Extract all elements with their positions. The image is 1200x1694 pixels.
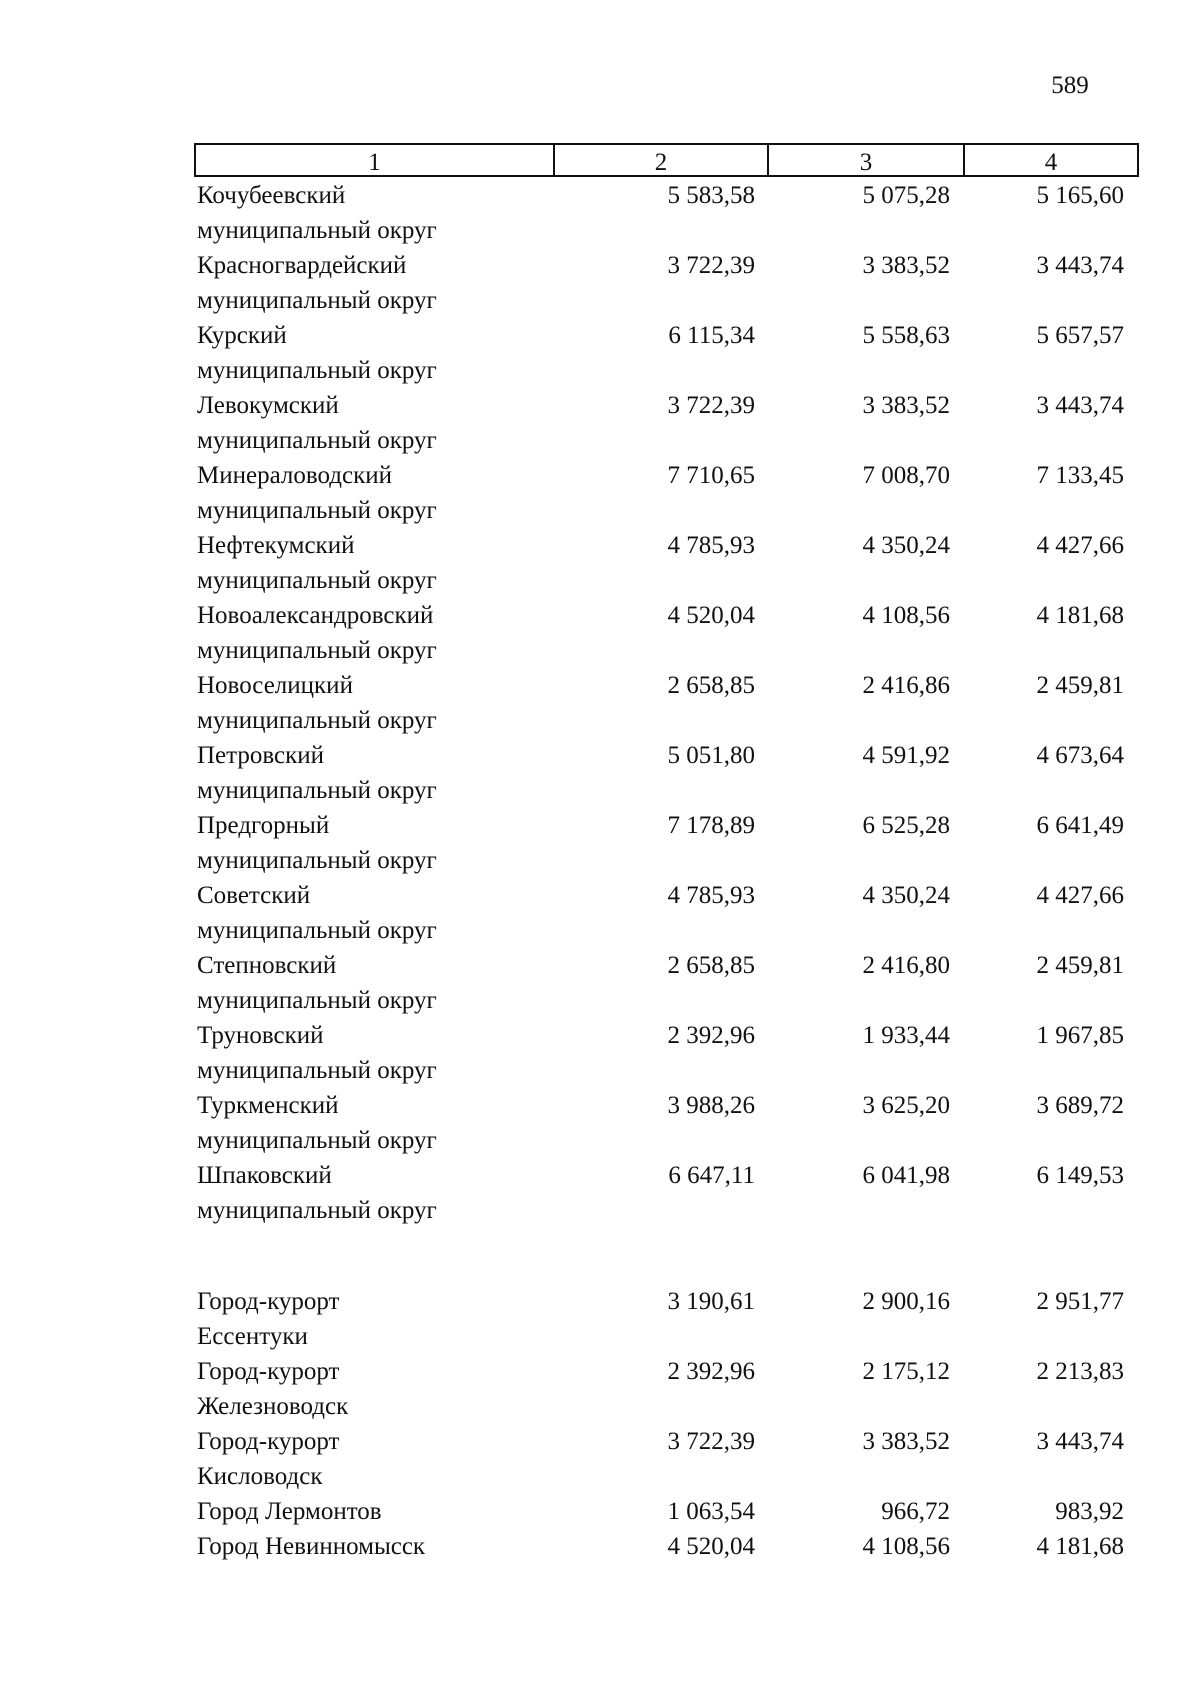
value-col-3: 4 350,24	[862, 532, 950, 559]
value-col-2: 3 722,39	[667, 392, 755, 419]
value-col-2: 4 520,04	[667, 602, 755, 629]
value-col-4: 6 149,53	[1036, 1162, 1124, 1189]
table-row	[0, 738, 1200, 808]
table-row	[0, 668, 1200, 738]
table-body	[0, 178, 1200, 1564]
value-col-3: 2 175,12	[862, 1358, 950, 1385]
municipality-name	[197, 528, 577, 598]
value-col-4: 3 689,72	[1036, 1092, 1124, 1119]
table-row	[0, 1018, 1200, 1088]
name-line-1: Кочубеевский	[197, 182, 346, 209]
municipality-name	[197, 1529, 577, 1564]
value-col-4: 3 443,74	[1036, 1428, 1124, 1455]
municipality-name	[197, 458, 577, 528]
value-col-4: 3 443,74	[1036, 392, 1124, 419]
value-col-3: 4 350,24	[862, 882, 950, 909]
municipality-name	[197, 178, 577, 248]
table-row	[0, 388, 1200, 458]
value-col-4: 5 165,60	[1036, 182, 1124, 209]
table-row	[0, 1088, 1200, 1158]
value-col-4: 4 427,66	[1036, 532, 1124, 559]
name-line-2: муниципальный округ	[197, 357, 437, 384]
municipality-name	[197, 248, 577, 318]
table-row	[0, 528, 1200, 598]
value-col-3: 2 416,80	[862, 952, 950, 979]
value-col-2: 2 658,85	[667, 672, 755, 699]
municipality-name	[197, 388, 577, 458]
table-row	[0, 1158, 1200, 1228]
value-col-2: 1 063,54	[667, 1498, 755, 1525]
table-row	[0, 878, 1200, 948]
value-col-4: 5 657,57	[1036, 322, 1124, 349]
table-row	[0, 1284, 1200, 1354]
municipality-name	[197, 598, 577, 668]
column-header-2: 2	[553, 145, 767, 175]
name-line-2: муниципальный округ	[197, 1197, 437, 1224]
municipality-name	[197, 1424, 577, 1494]
value-col-3: 6 041,98	[862, 1162, 950, 1189]
municipality-name	[197, 948, 577, 1018]
name-line-1: Город Невинномысск	[197, 1533, 426, 1560]
value-col-3: 6 525,28	[862, 812, 950, 839]
municipality-name	[197, 1284, 577, 1354]
value-col-4: 3 443,74	[1036, 252, 1124, 279]
name-line-1: Новоселицкий	[197, 672, 353, 699]
name-line-1: Новоалександровский	[197, 602, 434, 629]
name-line-1: Петровский	[197, 742, 325, 769]
value-col-2: 6 647,11	[668, 1162, 755, 1189]
value-col-4: 4 427,66	[1036, 882, 1124, 909]
name-line-2: муниципальный округ	[197, 1057, 437, 1084]
value-col-2: 3 190,61	[667, 1288, 755, 1315]
column-header-1: 1	[368, 149, 381, 176]
value-col-4: 7 133,45	[1036, 462, 1124, 489]
name-line-2: муниципальный округ	[197, 497, 437, 524]
name-line-2: муниципальный округ	[197, 1127, 437, 1154]
table-column-header	[194, 143, 1139, 177]
value-col-4: 6 641,49	[1036, 812, 1124, 839]
municipality-name	[197, 1494, 577, 1529]
value-col-4: 2 213,83	[1036, 1358, 1124, 1385]
value-col-3: 966,72	[881, 1498, 950, 1525]
name-line-1: Степновский	[197, 952, 337, 979]
table-row	[0, 808, 1200, 878]
name-line-2: муниципальный округ	[197, 567, 437, 594]
table-row	[0, 1354, 1200, 1424]
table-row	[0, 948, 1200, 1018]
value-col-2: 2 392,96	[667, 1358, 755, 1385]
name-line-1: Минераловодский	[197, 462, 393, 489]
value-col-2: 2 658,85	[667, 952, 755, 979]
value-col-2: 2 392,96	[667, 1022, 755, 1049]
municipality-name	[197, 878, 577, 948]
table-row	[0, 178, 1200, 248]
municipality-name	[197, 1158, 577, 1228]
name-line-1: Курский	[197, 322, 287, 349]
name-line-1: Туркменский	[197, 1092, 339, 1119]
name-line-2: Кисловодск	[197, 1463, 323, 1490]
name-line-2: Ессентуки	[197, 1323, 308, 1350]
name-line-2: муниципальный округ	[197, 287, 437, 314]
name-line-2: муниципальный округ	[197, 847, 437, 874]
value-col-3: 1 933,44	[862, 1022, 950, 1049]
name-line-1: Город-курорт	[197, 1428, 340, 1455]
value-col-4: 983,92	[1055, 1498, 1124, 1525]
value-col-2: 6 115,34	[668, 322, 755, 349]
municipality-name	[197, 1088, 577, 1158]
name-line-2: муниципальный округ	[197, 637, 437, 664]
name-line-2: Железноводск	[197, 1393, 349, 1420]
municipality-name	[197, 1354, 577, 1424]
table-row	[0, 1424, 1200, 1494]
value-col-3: 4 108,56	[862, 1533, 950, 1560]
value-col-2: 5 583,58	[667, 182, 755, 209]
name-line-2: муниципальный округ	[197, 777, 437, 804]
page-number: 589	[1051, 72, 1089, 99]
municipality-name	[197, 738, 577, 808]
value-col-2: 4 520,04	[667, 1533, 755, 1560]
table-row	[0, 458, 1200, 528]
name-line-1: Советский	[197, 882, 311, 909]
value-col-3: 2 416,86	[862, 672, 950, 699]
value-col-3: 5 075,28	[862, 182, 950, 209]
value-col-4: 2 459,81	[1036, 672, 1124, 699]
value-col-3: 5 558,63	[862, 322, 950, 349]
name-line-1: Предгорный	[197, 812, 330, 839]
value-col-2: 4 785,93	[667, 882, 755, 909]
name-line-2: муниципальный округ	[197, 707, 437, 734]
value-col-4: 1 967,85	[1036, 1022, 1124, 1049]
value-col-3: 7 008,70	[862, 462, 950, 489]
value-col-2: 5 051,80	[667, 742, 755, 769]
municipality-name	[197, 808, 577, 878]
table-row	[0, 248, 1200, 318]
name-line-2: муниципальный округ	[197, 217, 437, 244]
name-line-1: Город-курорт	[197, 1358, 340, 1385]
column-header-4: 4	[963, 145, 1137, 175]
value-col-3: 3 383,52	[862, 1428, 950, 1455]
column-header-3: 3	[767, 145, 963, 175]
name-line-2: муниципальный округ	[197, 987, 437, 1014]
name-line-1: Нефтекумский	[197, 532, 355, 559]
table-row	[0, 318, 1200, 388]
name-line-1: Труновский	[197, 1022, 324, 1049]
value-col-2: 3 722,39	[667, 252, 755, 279]
value-col-4: 4 673,64	[1036, 742, 1124, 769]
municipality-name	[197, 1018, 577, 1088]
value-col-2: 3 722,39	[667, 1428, 755, 1455]
name-line-1: Левокумский	[197, 392, 339, 419]
section-gap	[0, 1228, 1200, 1284]
name-line-1: Шпаковский	[197, 1162, 332, 1189]
municipality-name	[197, 668, 577, 738]
value-col-2: 7 710,65	[667, 462, 755, 489]
value-col-3: 3 383,52	[862, 392, 950, 419]
name-line-2: муниципальный округ	[197, 427, 437, 454]
name-line-1: Город Лермонтов	[197, 1498, 382, 1525]
name-line-2: муниципальный округ	[197, 917, 437, 944]
name-line-1: Город-курорт	[197, 1288, 340, 1315]
value-col-3: 3 383,52	[862, 252, 950, 279]
name-line-1: Красногвардейский	[197, 252, 407, 279]
value-col-4: 2 459,81	[1036, 952, 1124, 979]
value-col-3: 2 900,16	[862, 1288, 950, 1315]
value-col-2: 4 785,93	[667, 532, 755, 559]
table-row	[0, 598, 1200, 668]
value-col-2: 7 178,89	[667, 812, 755, 839]
table-row	[0, 1529, 1200, 1564]
value-col-2: 3 988,26	[667, 1092, 755, 1119]
value-col-3: 4 108,56	[862, 602, 950, 629]
value-col-3: 3 625,20	[862, 1092, 950, 1119]
value-col-4: 4 181,68	[1036, 602, 1124, 629]
value-col-3: 4 591,92	[862, 742, 950, 769]
value-col-4: 2 951,77	[1036, 1288, 1124, 1315]
municipality-name	[197, 318, 577, 388]
table-row	[0, 1494, 1200, 1529]
value-col-4: 4 181,68	[1036, 1533, 1124, 1560]
